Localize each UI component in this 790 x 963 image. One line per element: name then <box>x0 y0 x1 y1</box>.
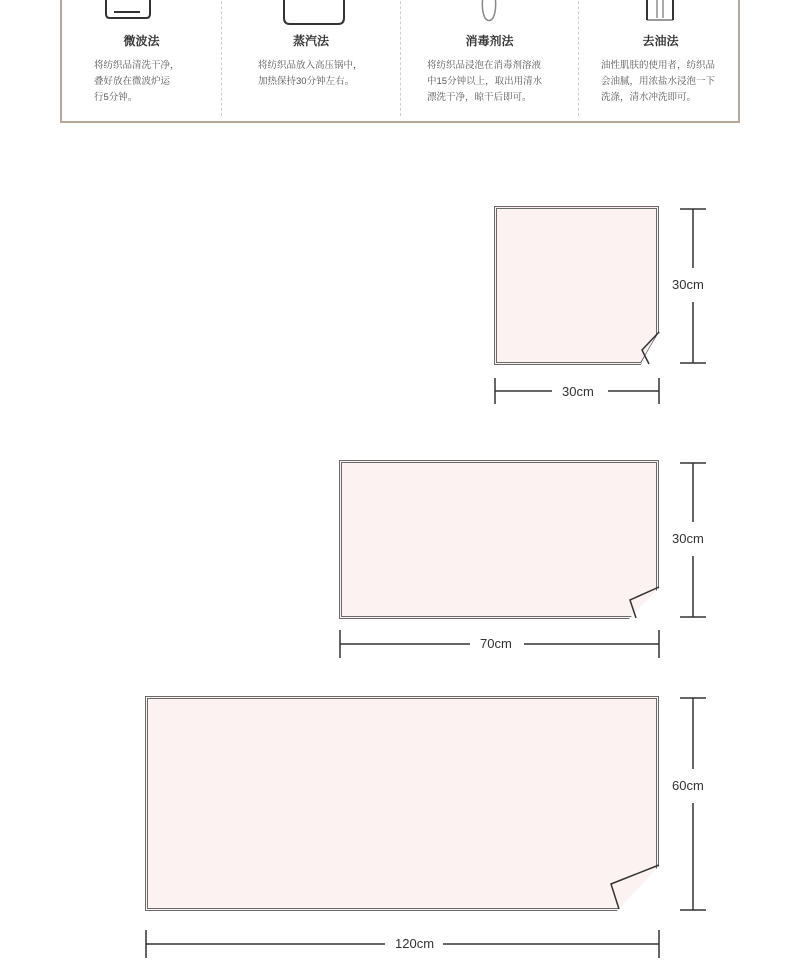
towel-bath <box>145 696 659 911</box>
care-method-title: 去油法 <box>642 34 679 48</box>
care-methods-panel <box>60 0 740 123</box>
care-method-text: 将纺织品清洗干净， 叠好放在微波炉运 行5分钟。 <box>94 60 180 103</box>
care-method-text: 油性肌肤的使用者，纺织品 会油腻，用浓盐水浸泡一下 洗涤，清水冲洗即可。 <box>601 60 716 103</box>
care-method-title: 微波法 <box>123 34 160 48</box>
care-method-degrease <box>579 0 742 116</box>
care-method-text: 将纺织品浸泡在消毒剂溶液 中15分钟以上，取出用清水 漂洗干净，晾干后即可。 <box>427 60 543 103</box>
towel-square-height-label: 30cm <box>668 277 708 293</box>
disinfectant-bottle-icon <box>475 0 505 24</box>
towel-square-width-label: 30cm <box>558 384 598 400</box>
towel-face <box>339 460 659 619</box>
towel-bath-height-label: 60cm <box>668 778 708 794</box>
salt-water-icon <box>643 0 679 24</box>
care-method-disinfectant <box>401 0 579 116</box>
care-method-text: 将纺织品放入高压锅中， 加热保持30分钟左右。 <box>258 60 363 87</box>
towel-face-height-label: 30cm <box>668 531 708 547</box>
care-method-title: 蒸汽法 <box>292 34 329 48</box>
care-method-steam <box>222 0 401 116</box>
towel-bath-width-label: 120cm <box>391 936 438 952</box>
towel-face-width-label: 70cm <box>476 636 516 652</box>
pressure-cooker-icon <box>282 0 346 26</box>
microwave-icon <box>104 0 154 20</box>
care-method-title: 消毒剂法 <box>465 34 514 48</box>
towel-square <box>494 206 659 365</box>
care-method-microwave <box>62 0 222 116</box>
